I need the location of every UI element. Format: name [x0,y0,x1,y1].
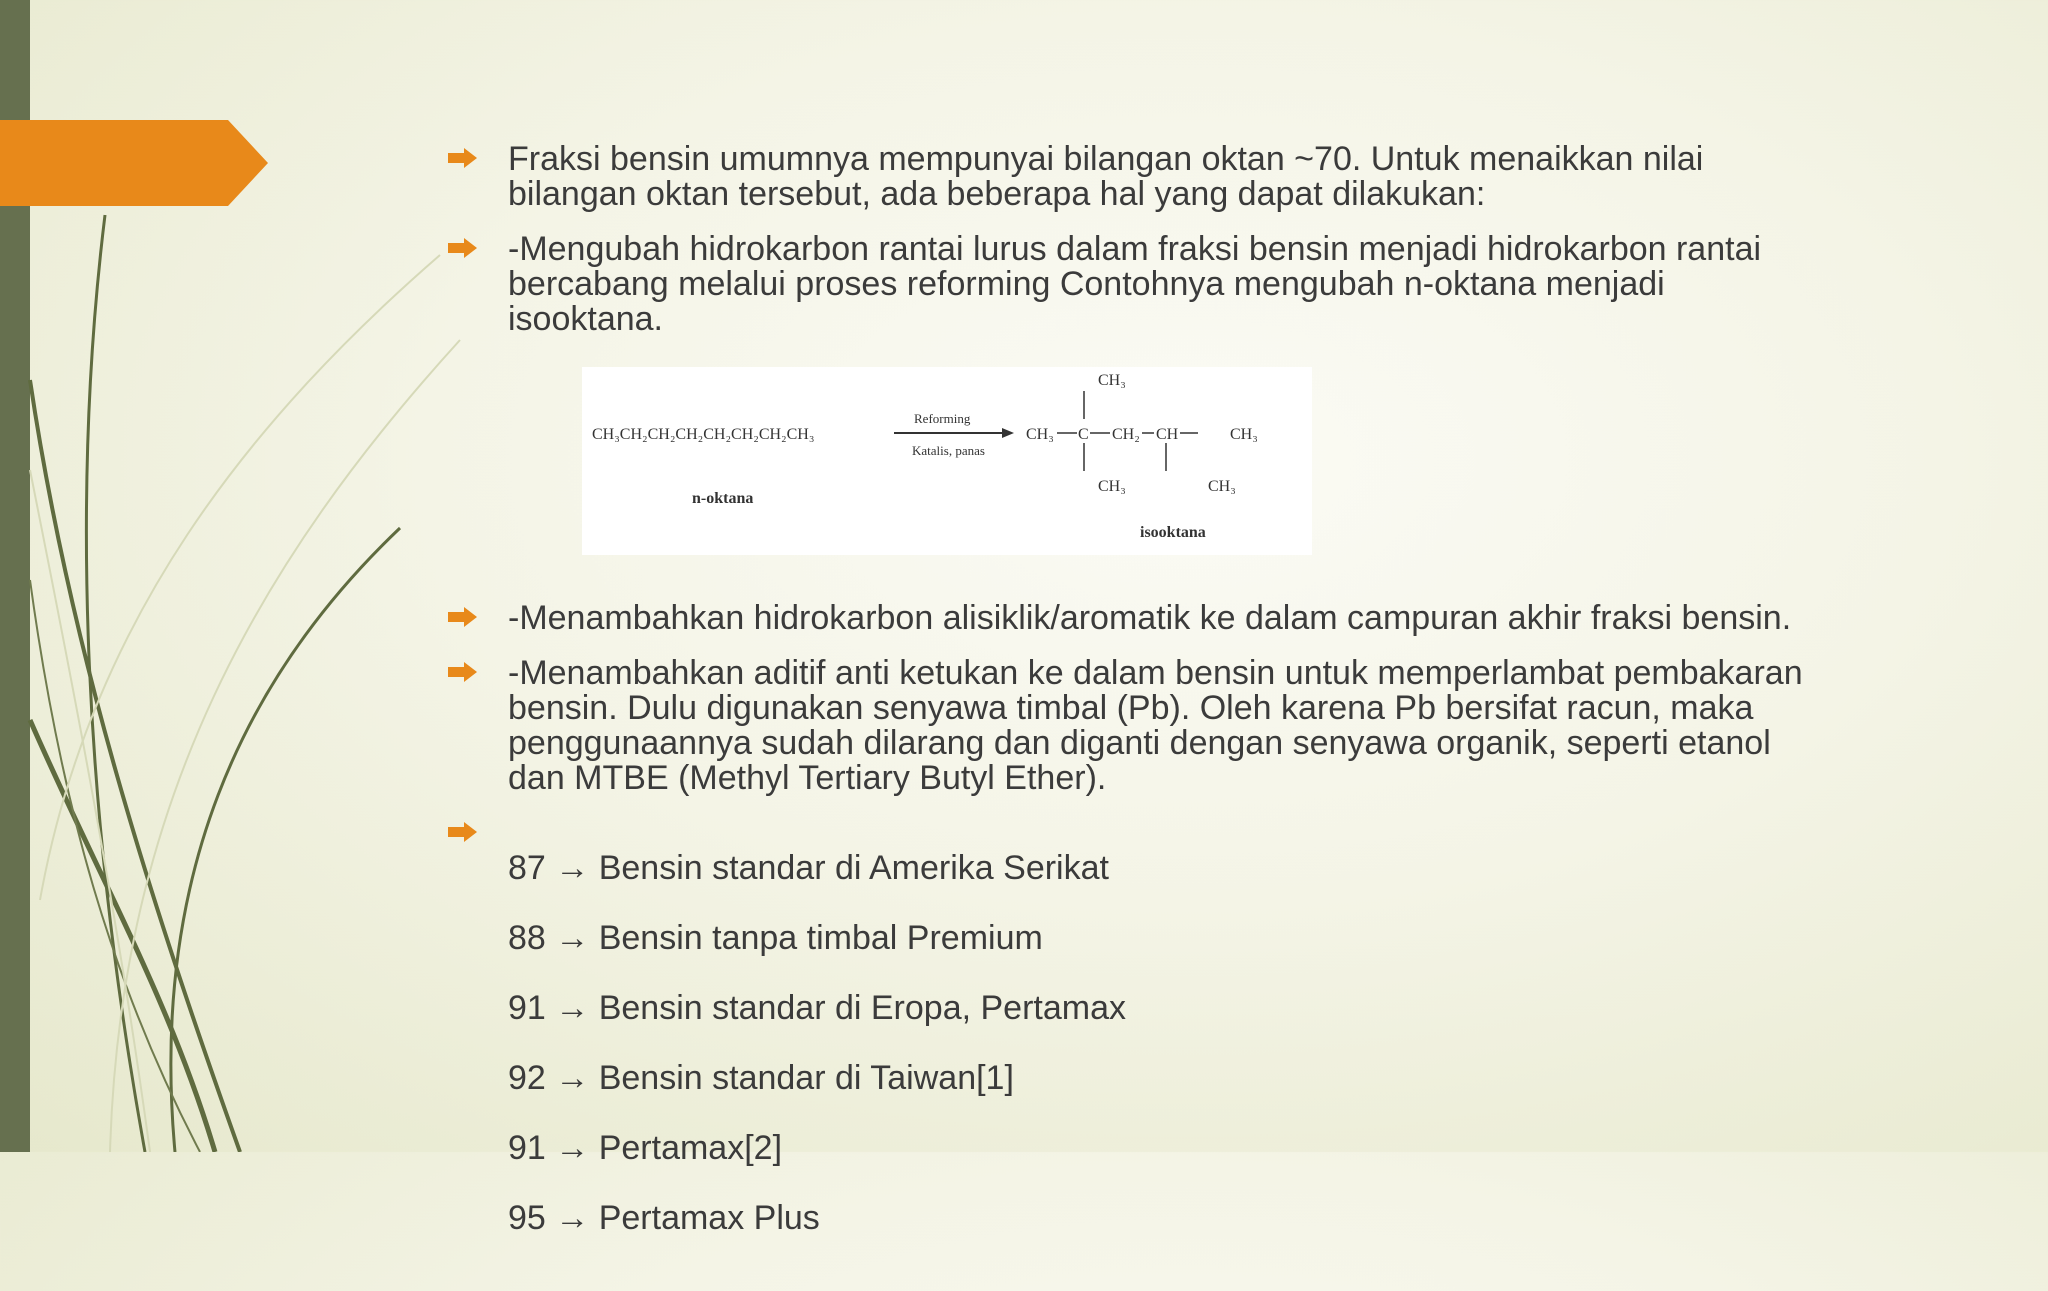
product-ch3-right: CH₃ [1230,426,1258,443]
product-ch3-bottom-ch: CH₃ [1208,478,1236,495]
product-name: isooktana [1140,524,1206,541]
reforming-reaction-figure [582,367,1312,555]
bullet-text: -Menambahkan hidrokarbon alisiklik/aromatik ke dalam campuran akhir fraksi bensin. [508,599,1792,637]
arrow-right-bullet-icon [448,656,508,688]
bullet-item [448,142,1928,212]
product-ch2: CH₂ [1112,426,1140,443]
octane-row: 91 → Pertamax[2] [508,1129,783,1167]
reactant-name: n-oktana [692,490,754,507]
arrow-right-bullet-icon [448,142,508,174]
bullet-item [448,601,1928,636]
octane-row: 88 → Bensin tanpa timbal Premium [508,919,1043,957]
bullet-text: -Mengubah hidrokarbon rantai lurus dalam fraksi bensin menjadi hidrokarbon rantai bercabang melalui proses reforming Contohnya mengubah n-oktana menjadi isooktana. [508,230,1762,338]
product-ch3-left: CH₃ [1026,426,1054,443]
orange-arrow-tab [0,120,270,206]
bullet-item-octane-list [448,816,1928,1271]
bullet-item [448,232,1928,337]
slide-content [448,142,1928,1291]
bullet-text: -Menambahkan aditif anti ketukan ke dalam bensin untuk memperlambat pembakaran bensin. Dulu digunakan senyawa timbal (Pb). Oleh karena Pb bersifat racun, maka penggunaannya sudah dilarang dan diganti dengan senyawa organik, seperti etanol dan MTBE (Methyl Tertiary Butyl Ether). [508,654,1803,797]
octane-row: 91 → Bensin standar di Eropa, Pertamax [508,989,1126,1027]
arrow-label-bottom: Katalis, panas [912,443,985,458]
arrow-label-top: Reforming [914,411,971,426]
bullet-item [448,656,1928,796]
product-c-center: C [1078,426,1089,443]
product-ch: CH [1156,426,1179,443]
arrow-right-bullet-icon [448,816,508,848]
product-ch3-bottom-c: CH₃ [1098,478,1126,495]
octane-row: 87 → Bensin standar di Amerika Serikat [508,849,1109,887]
bullet-text: Fraksi bensin umumnya mempunyai bilangan oktan ~70. Untuk menaikkan nilai bilangan oktan tersebut, ada beberapa hal yang dapat dilakukan: [508,140,1704,213]
arrow-right-bullet-icon [448,232,508,264]
octane-row: 92 → Bensin standar di Taiwan[1] [508,1059,1014,1097]
arrow-right-bullet-icon [448,601,508,633]
octane-list [508,816,1928,1271]
reactant-formula: CH₃CH₂CH₂CH₂CH₂CH₂CH₂CH₃ [592,426,815,443]
product-ch3-top: CH₃ [1098,372,1126,389]
octane-row: 95 → Pertamax Plus [508,1199,820,1237]
